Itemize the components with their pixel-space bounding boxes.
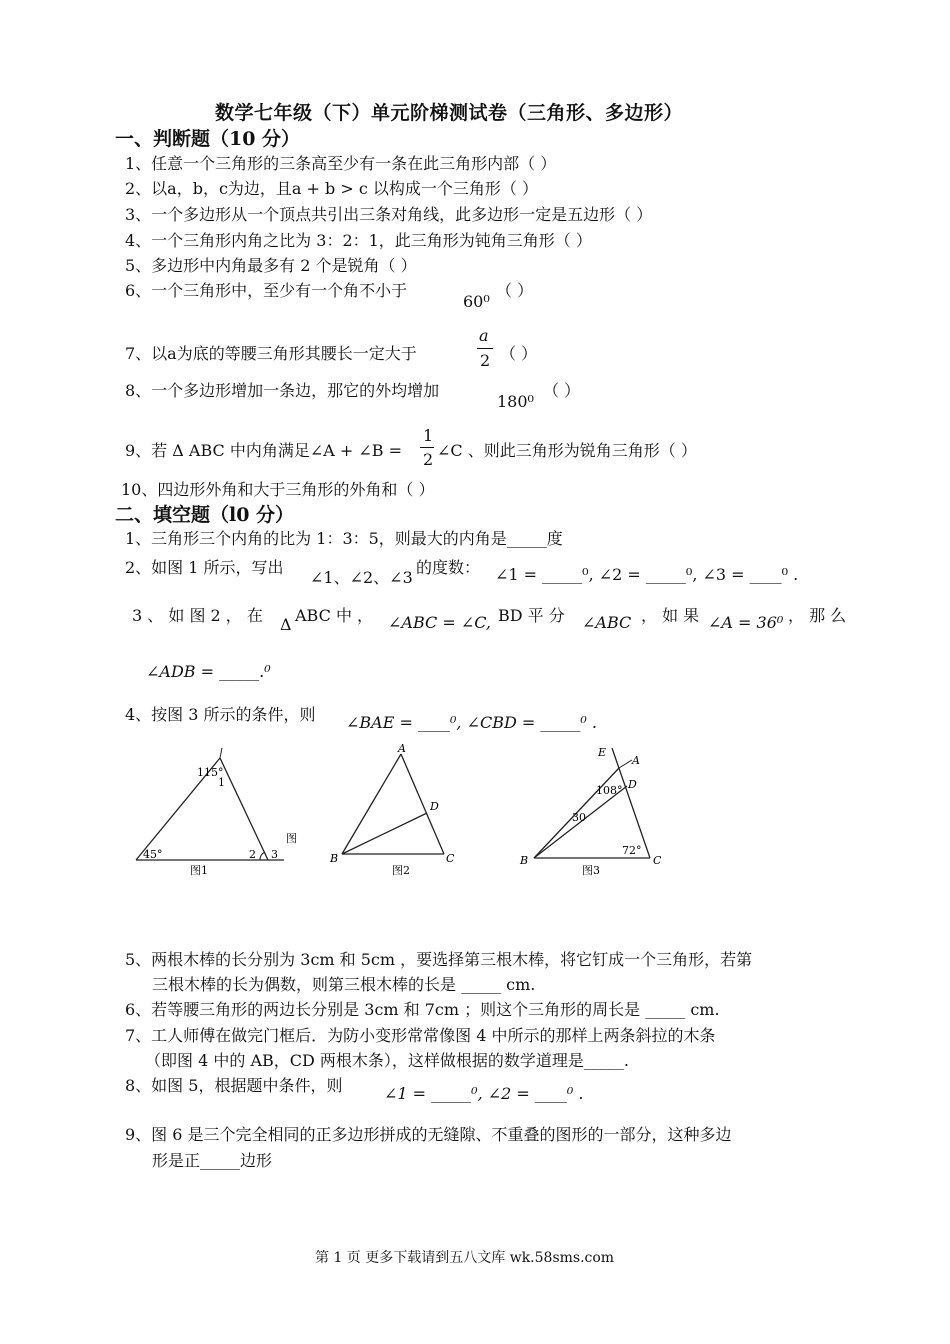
fill-q3-start: 3 、 如 图 2 ， 在	[132, 606, 263, 625]
fig3-label-d: D	[628, 778, 637, 791]
fill-q3-ruguo: ， 如 果	[641, 606, 700, 625]
fill-q3-cond: ∠ABC = ∠C,	[388, 613, 491, 632]
fig3-label-e: E	[598, 746, 607, 759]
judgement-q10: 10、四边形外角和大于三角形的外角和（ ）	[121, 480, 435, 499]
judgement-q6-paren: （ ）	[496, 281, 534, 300]
fill-q7-line2: （即图 4 中的 AB，CD 两根木条），这样做根据的数学道理是_____.	[145, 1051, 629, 1070]
figure-3	[512, 742, 672, 878]
fill-q4: 4、按图 3 所示的条件，则	[125, 705, 316, 724]
fill-q3-a36: ∠A = 36⁰	[708, 613, 784, 632]
fill-q3-delta: Δ	[280, 615, 292, 634]
fill-q8: 8、如图 5，根据题中条件，则	[125, 1076, 343, 1095]
fill-q8-blanks: ∠1 = _____⁰, ∠2 = ____⁰ .	[384, 1084, 584, 1103]
fill-q3-abc: ABC 中 ，	[295, 606, 374, 625]
fig3-ea	[619, 760, 632, 768]
fig1-angle3-label: 3	[271, 848, 278, 861]
judgement-q1: 1、任意一个三角形的三条高至少有一条在此三角形内部（ ）	[125, 154, 557, 173]
judgement-q5: 5、多边形中内角最多有 2 个是锐角（ ）	[125, 256, 417, 275]
section-fill-heading: 二、填空题（l0 分）	[115, 504, 295, 526]
section-judgement-heading: 一、判断题（10 分）	[115, 128, 301, 150]
judgement-q7-fraction-den: 2	[480, 351, 491, 370]
judgement-q7-paren: （ ）	[500, 344, 538, 363]
fig1-angle2-label: 2	[249, 848, 256, 861]
page-footer: 第 1 页 更多下载请到五八文库 wk.58sms.com	[315, 1250, 615, 1266]
judgement-q8-angle: 180⁰	[497, 392, 534, 411]
fig1-tu-label: 图	[286, 832, 297, 845]
judgement-q7: 7、以a为底的等腰三角形其腰长一定大于	[125, 344, 417, 363]
page-title: 数学七年级（下）单元阶梯测试卷（三角形、多边形）	[215, 102, 684, 124]
judgement-q6: 6、一个三角形中，至少有一个角不小于	[125, 281, 408, 300]
judgement-q9-tail: ∠C 、则此三角形为锐角三角形（ ）	[437, 441, 697, 460]
figure-1	[128, 748, 308, 878]
fig2-label-b: B	[330, 852, 339, 865]
fill-q9-line2: 形是正_____边形	[152, 1151, 273, 1170]
fig1-extension	[220, 748, 222, 758]
fill-q9-line1: 9、图 6 是三个完全相同的正多边形拼成的无缝隙、不重叠的图形的一部分，这种多边	[125, 1125, 732, 1144]
fill-q3-abc-angle: ∠ABC	[582, 613, 632, 632]
fig3-label-c: C	[653, 854, 662, 867]
fig1-caption: 图1	[190, 864, 208, 877]
judgement-q7-fraction-num: a	[479, 326, 489, 345]
fig2-ab	[342, 754, 401, 854]
fill-q4-blanks: ∠BAE = ____⁰, ∠CBD = _____⁰ .	[346, 713, 597, 732]
judgement-q2: 2、以a，b，c为边，且a + b > c 以构成一个三角形（ ）	[125, 179, 538, 198]
fig3-caption: 图3	[582, 864, 600, 877]
fig3-30-label: 30	[572, 811, 586, 824]
fig2-label-a: A	[398, 742, 406, 755]
judgement-q9-fraction-den: 2	[423, 450, 434, 469]
judgement-q8: 8、一个多边形增加一条边，那它的外均增加	[125, 381, 440, 400]
fig3-108-label: 108°	[596, 784, 623, 797]
fig2-caption: 图2	[392, 864, 410, 877]
fig1-45-label: 45°	[143, 848, 163, 861]
judgement-q4: 4、一个三角形内角之比为 3：2：1，此三角形为钝角三角形（ ）	[125, 231, 592, 250]
fill-q7-line1: 7、工人师傅在做完门框后．为防小变形常常像图 4 中所示的那样上两条斜拉的木条	[125, 1026, 716, 1045]
fig3-label-a: A	[632, 754, 640, 767]
fig1-right-side	[220, 758, 268, 860]
fill-q3-name: ， 那 么	[788, 606, 847, 625]
judgement-q8-paren: （ ）	[543, 381, 581, 400]
figure-2	[326, 742, 466, 878]
fig3-label-b: B	[520, 854, 529, 867]
fill-q1: 1、三角形三个内角的比为 1：3：5，则最大的内角是_____度	[125, 529, 563, 548]
fill-q2-label: 的度数：	[416, 558, 481, 577]
fill-q3-bd: BD 平 分	[498, 606, 565, 625]
fill-q5-line2: 三根木棒的长为偶数，则第三根木棒的长是 _____ cm.	[152, 975, 536, 994]
fill-q2: 2、如图 1 所示，写出	[125, 558, 284, 577]
judgement-q9: 9、若 Δ ABC 中内角满足∠A + ∠B =	[125, 441, 403, 460]
judgement-q7-fraction-bar	[477, 348, 493, 349]
judgement-q9-fraction-bar	[420, 447, 434, 448]
fig1-115-label: 115°	[197, 766, 224, 779]
fill-q3-adb: ∠ADB = _____.⁰	[146, 662, 271, 681]
judgement-q3: 3、一个多边形从一个顶点共引出三条对角线，此多边形一定是五边形（ ）	[125, 205, 653, 224]
fill-q2-angles: ∠1、∠2、∠3	[310, 568, 413, 587]
fig1-angle1-label: 1	[218, 776, 225, 789]
judgement-q9-fraction-num: 1	[423, 426, 434, 445]
fill-q6: 6、若等腰三角形的两边长分别是 3cm 和 7cm ；则这个三角形的周长是 _____ cm.	[125, 1000, 720, 1019]
fill-q2-blanks: ∠1 = _____⁰, ∠2 = _____⁰, ∠3 = ____⁰ .	[495, 565, 799, 584]
judgement-q6-angle: 60⁰	[463, 292, 490, 311]
fig2-label-c: C	[446, 852, 455, 865]
fig2-label-d: D	[430, 800, 439, 813]
fill-q5-line1: 5、两根木棒的长分别为 3cm 和 5cm ，要选择第三根木棒，将它钉成一个三角形，若第	[125, 950, 753, 969]
fig3-72-label: 72°	[622, 844, 642, 857]
fig3-ec	[612, 748, 650, 858]
